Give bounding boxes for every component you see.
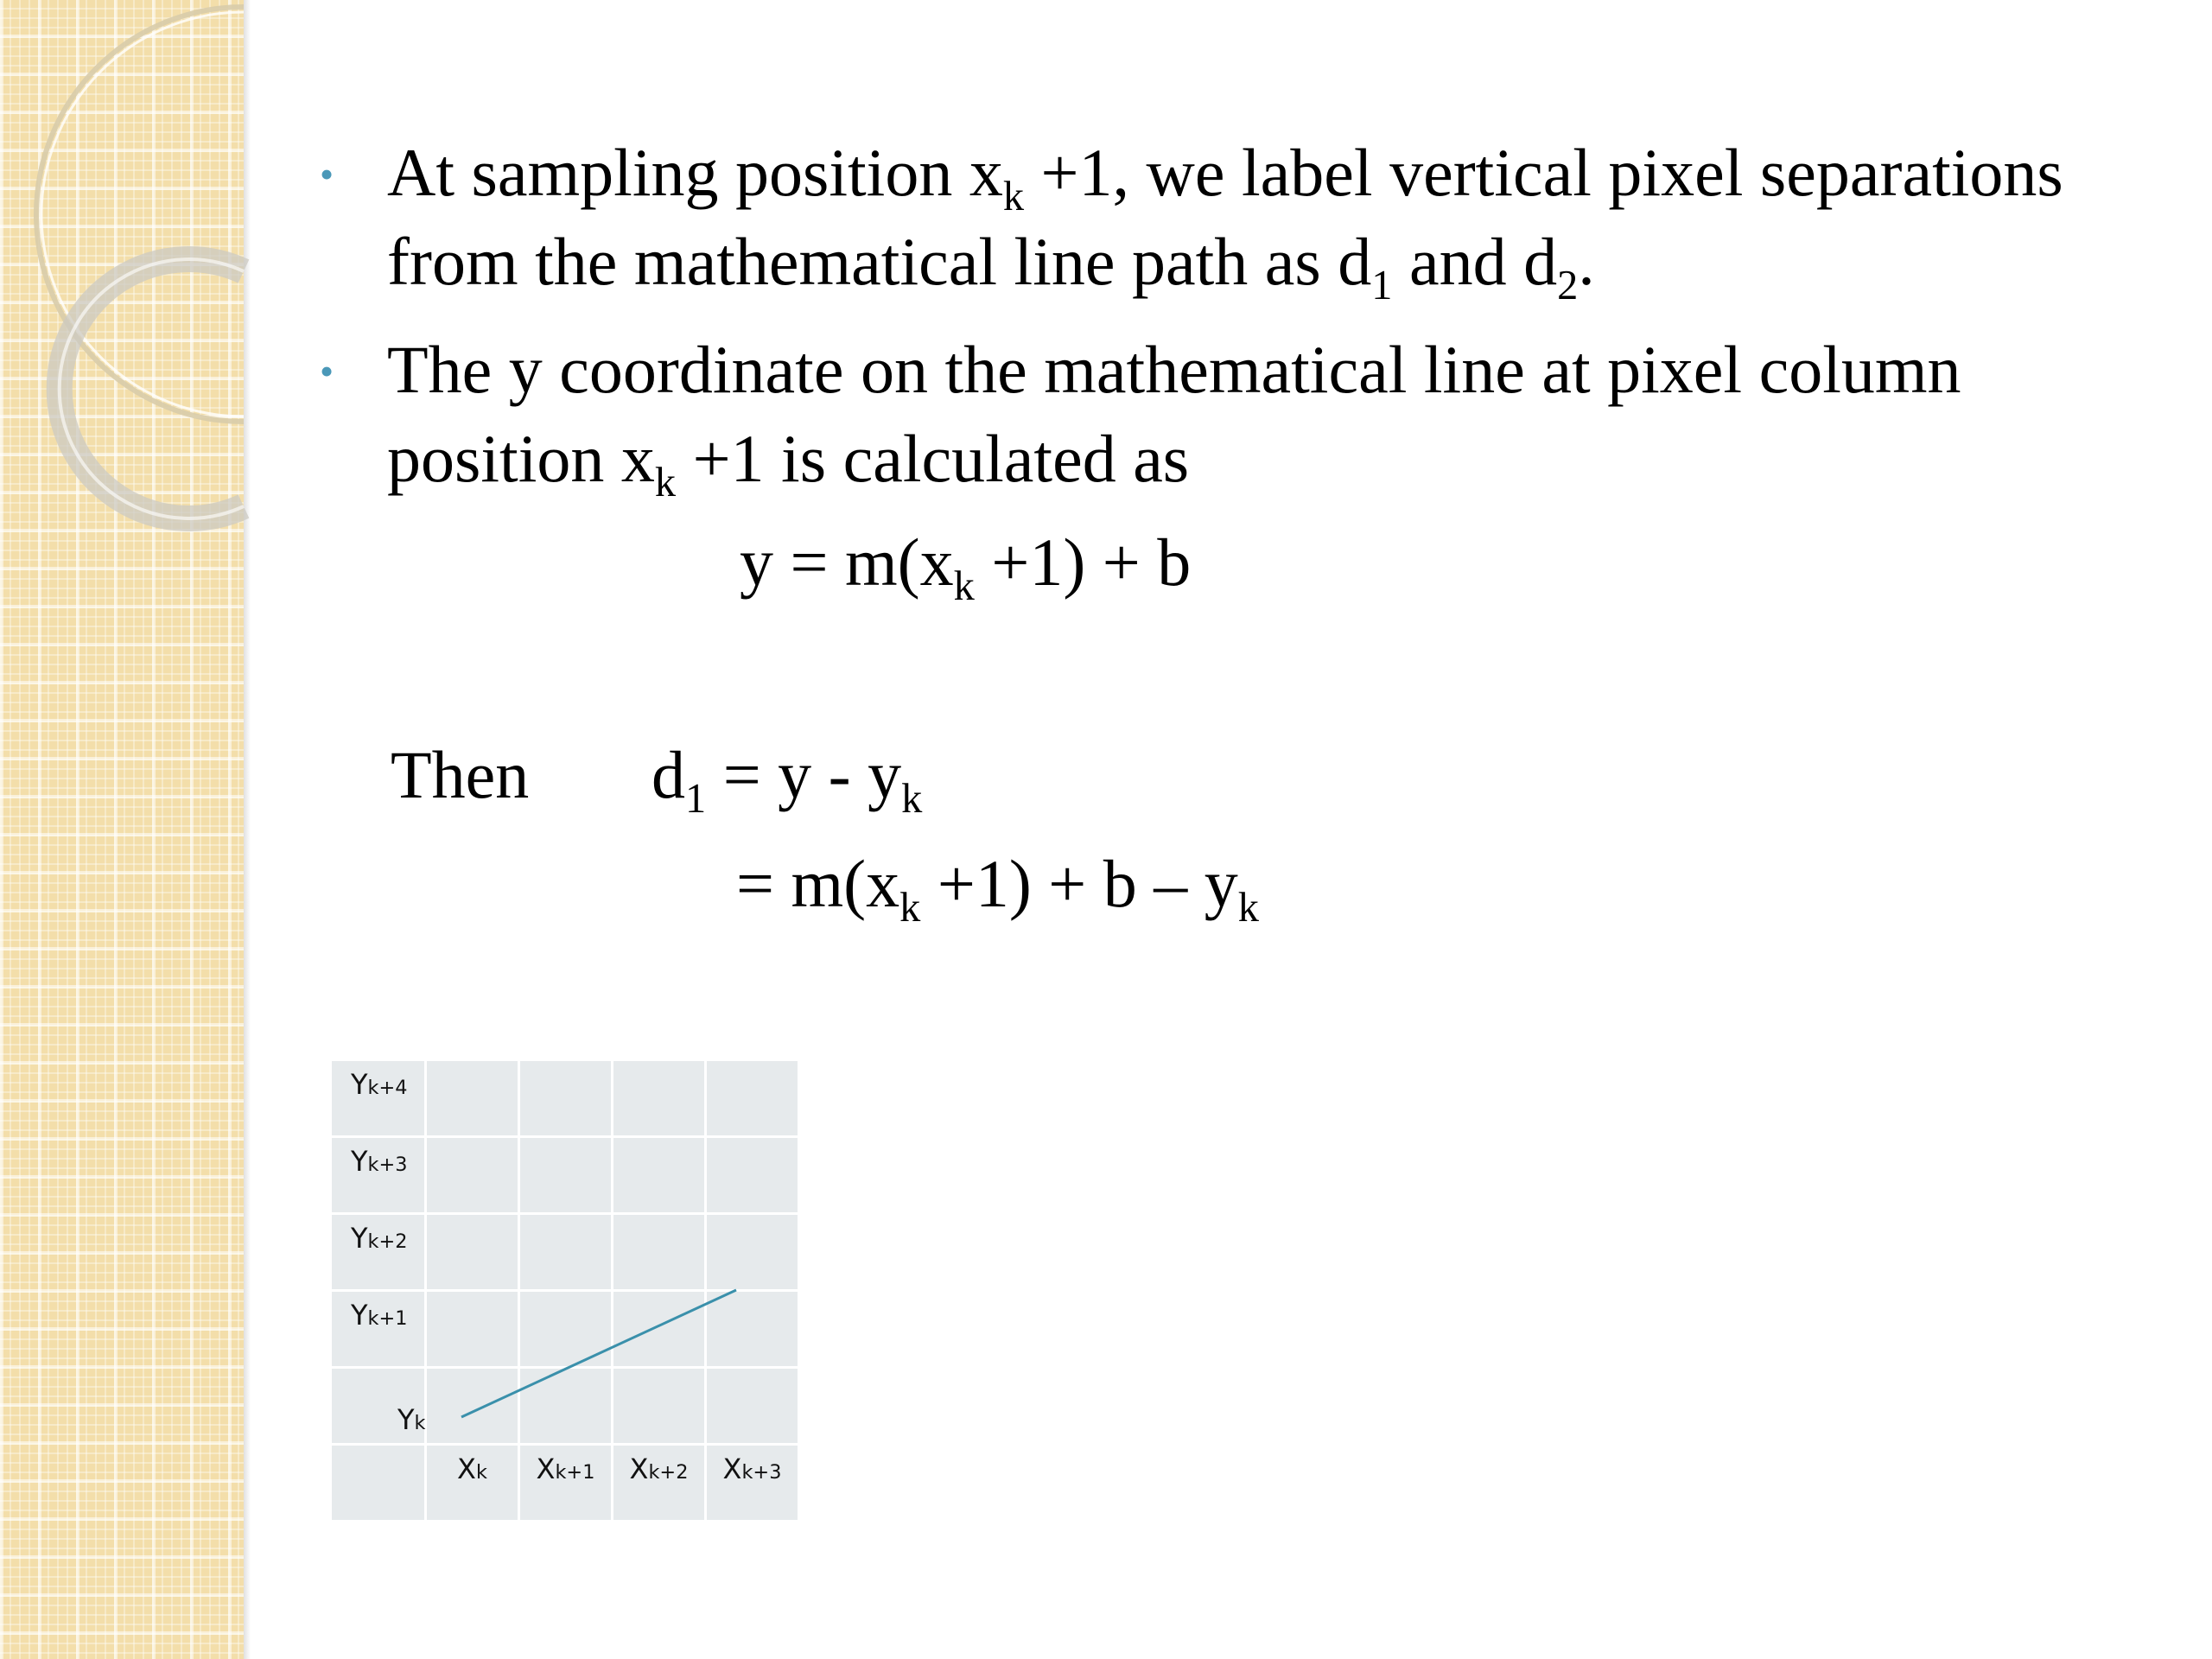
text-run: +1 is calculated as: [676, 421, 1190, 496]
row-label-sub: k+1: [367, 1307, 408, 1330]
grid-cell: [427, 1369, 518, 1443]
text-run: +1) + b – y: [920, 846, 1238, 921]
decorative-rings: [0, 0, 259, 553]
then-label: Then: [391, 737, 530, 812]
row-label-sub: k+3: [367, 1154, 408, 1176]
row-label-sub: k+2: [367, 1230, 408, 1253]
grid-cell: [707, 1369, 798, 1443]
grid-cell: [613, 1138, 704, 1212]
bullet-dot: •: [320, 349, 334, 393]
column-label-sub: k+2: [648, 1461, 689, 1484]
row-label-main: Y: [397, 1403, 415, 1436]
grid-cell: [520, 1061, 611, 1135]
subscript-1: 1: [685, 775, 707, 822]
text-run: = y - y: [706, 737, 902, 812]
subscript-k: k: [1002, 173, 1025, 219]
bullet-2-text: [387, 332, 1961, 505]
grid-cell: [427, 1215, 518, 1289]
row-label-sub: k: [414, 1412, 426, 1434]
pixel-grid-svg: [332, 1061, 800, 1521]
column-label-main: X: [536, 1452, 556, 1485]
grid-cell: [613, 1215, 704, 1289]
text-run: .: [1578, 224, 1595, 299]
grid-cell: [707, 1215, 798, 1289]
column-label-main: X: [722, 1452, 742, 1485]
row-label-main: Y: [351, 1299, 368, 1332]
text-run: and d: [1392, 224, 1558, 299]
bullet-item-2: [320, 325, 2150, 505]
small-ring-arc: [60, 259, 244, 518]
subscript-k: k: [899, 884, 921, 931]
column-label-main: X: [629, 1452, 649, 1485]
subscript-k: k: [654, 459, 677, 505]
bullet-item-1: [320, 128, 2150, 308]
grid-cell: [613, 1369, 704, 1443]
text-run: +1) + b: [974, 524, 1192, 600]
text-run: The y coordinate on the mathematical line at pixel column position x: [387, 332, 1961, 496]
text-run: +1, we label vertical pixel separations from the mathematical line path as d: [387, 135, 2063, 299]
text-run: At sampling position x: [387, 135, 1003, 210]
column-label-sub: k+1: [555, 1461, 595, 1484]
grid-cell: [520, 1138, 611, 1212]
grid-cell: [427, 1292, 518, 1366]
bullet-dot: •: [320, 152, 334, 196]
grid-cell: [520, 1215, 611, 1289]
subscript-1: 1: [1371, 262, 1393, 308]
column-label-sub: k: [475, 1461, 487, 1484]
grid-cell: [520, 1369, 611, 1443]
pixel-grid-diagram: [332, 1061, 800, 1525]
grid-cell: [613, 1292, 704, 1366]
subscript-k: k: [1237, 884, 1259, 931]
row-label-main: Y: [351, 1222, 368, 1255]
grid-cell: [427, 1138, 518, 1212]
grid-cell: [613, 1061, 704, 1135]
grid-cell: [707, 1061, 798, 1135]
grid-cell: [707, 1138, 798, 1212]
grid-cell: [332, 1446, 424, 1520]
text-run: y = m(x: [740, 524, 954, 600]
text-run: d: [652, 737, 685, 812]
grid-cell: [707, 1292, 798, 1366]
equation-d1-expanded: [736, 845, 1259, 931]
subscript-2: 2: [1557, 262, 1579, 308]
subscript-k: k: [901, 775, 923, 822]
equation-y: [740, 524, 1192, 609]
grid-cell: [427, 1061, 518, 1135]
column-label-sub: k+3: [741, 1461, 782, 1484]
column-label-main: X: [457, 1452, 476, 1485]
row-label-main: Y: [351, 1068, 368, 1101]
row-label-sub: k+4: [367, 1077, 408, 1099]
subscript-k: k: [953, 563, 975, 609]
row-label-main: Y: [351, 1145, 368, 1178]
equation-d1: [652, 736, 923, 822]
bullet-1-text: [387, 135, 2063, 308]
text-run: = m(x: [736, 846, 900, 921]
